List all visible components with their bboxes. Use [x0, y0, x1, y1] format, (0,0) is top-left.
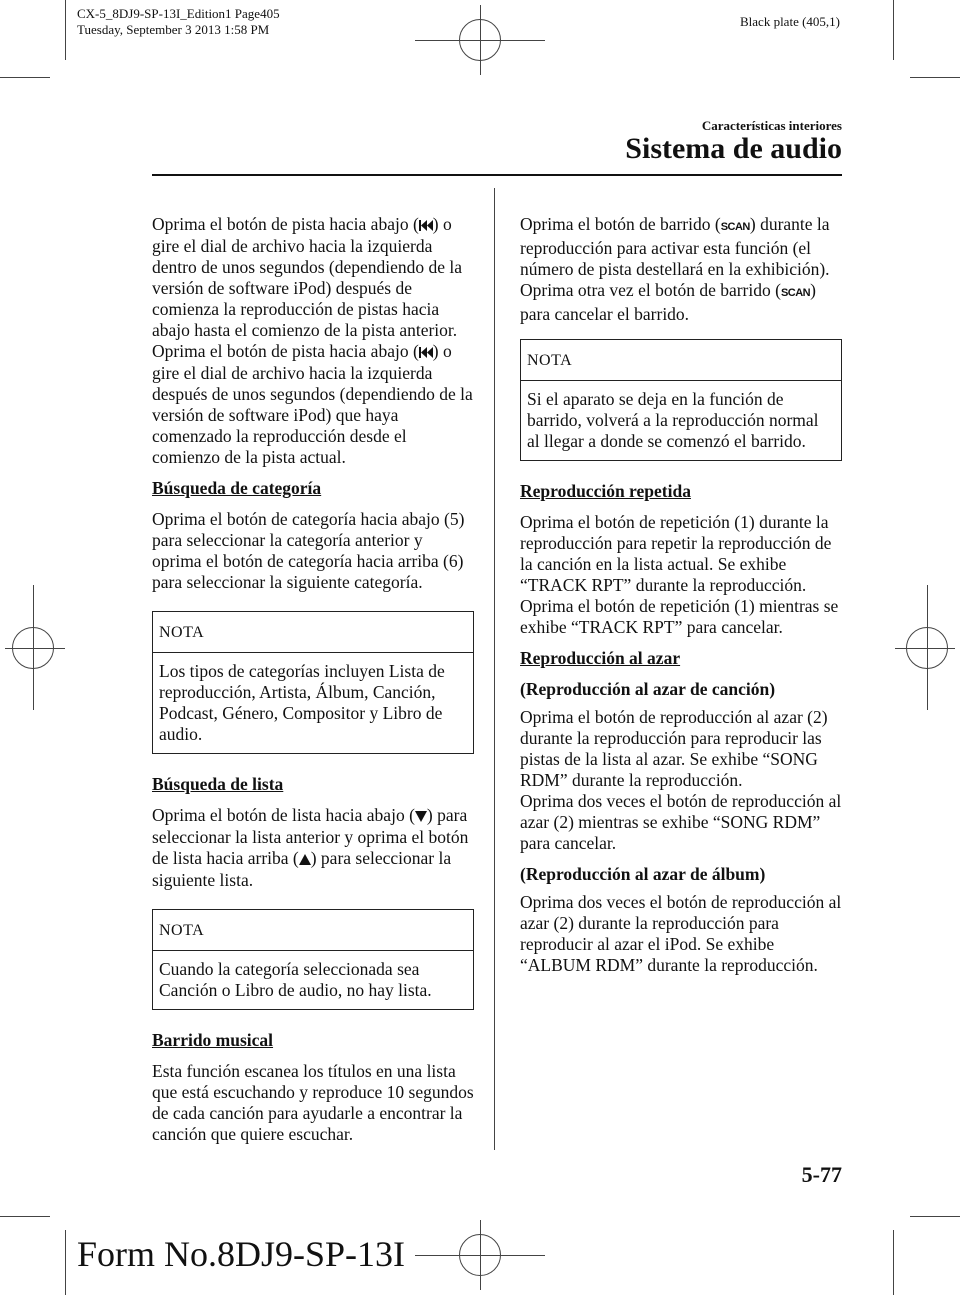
note-box: [152, 909, 474, 1010]
paragraph: Oprima el botón de reproducción al azar (2) durante la reproducción para reproducir las pistas de la lista al azar. Se exhibe “SONG RDM” durante la reproducción.: [520, 707, 828, 790]
note-body: Los tipos de categorías incluyen Lista de reproducción, Artista, Álbum, Canción, Podcast, Género, Compositor y Libro de audio.: [159, 661, 445, 744]
file-line: CX-5_8DJ9-SP-13I_Edition1 Page405: [77, 6, 280, 21]
header-rule: [152, 174, 842, 176]
note-title: NOTA: [153, 910, 473, 951]
paragraph: Oprima el botón de pista hacia abajo ( ) o gire el dial de archivo hacia la izquierda después de unos segundos (dependiendo de la versión de software iPod) que haya comenzado la reproducción desde el comienzo de la pista actual.: [152, 341, 473, 467]
subheading-azar-album: (Reproducción al azar de álbum): [520, 864, 766, 884]
paragraph: Oprima el botón de repetición (1) durante la reproducción para repetir la reproducción de la canción en la lista actual. Se exhibe “TRACK RPT” durante la reproducción.: [520, 512, 832, 595]
form-number: Form No.8DJ9-SP-13I: [77, 1234, 406, 1274]
skip-back-icon: [419, 215, 433, 236]
scan-icon: SCAN: [720, 221, 750, 233]
right-column: [520, 214, 842, 986]
subheading-azar: Reproducción al azar: [520, 648, 681, 668]
note-title: NOTA: [153, 612, 473, 653]
triangle-down-icon: [415, 806, 427, 827]
subheading-barrido: Barrido musical: [152, 1030, 274, 1050]
date-line: Tuesday, September 3 2013 1:58 PM: [77, 22, 270, 37]
note-box: [152, 611, 474, 754]
note-body: Cuando la categoría seleccionada sea Canción o Libro de audio, no hay lista.: [159, 959, 432, 1000]
scan-icon: SCAN: [780, 287, 811, 299]
note-body: Si el aparato se deja en la función de barrido, volverá a la reproducción normal al llegar a donde se comenzó el barrido.: [527, 389, 819, 451]
page-title: Sistema de audio: [625, 132, 842, 165]
subheading-lista: Búsqueda de lista: [152, 774, 284, 794]
paragraph: Oprima el botón de pista hacia abajo ( ) o gire el dial de archivo hacia la izquierda dentro de unos segundos (dependiendo de la versión de software iPod) después de comienza la reproducción de pistas hacia abajo hasta el comienzo de la pista anterior.: [152, 214, 463, 340]
triangle-up-icon: [299, 849, 311, 870]
paragraph: Oprima dos veces el botón de reproducción al azar (2) durante la reproducción para reproducir al azar el iPod. Se exhibe “ALBUM RDM” durante la reproducción.: [520, 892, 842, 975]
paragraph: Esta función escanea los títulos en una lista que está escuchando y reproduce 10 segundos de cada canción para ayudarle a encontrar la canción que quiere escuchar.: [152, 1061, 474, 1144]
column-divider: [494, 188, 495, 1150]
subheading-categoria: Búsqueda de categoría: [152, 478, 322, 498]
paragraph: Oprima dos veces el botón de reproducción al azar (2) mientras se exhibe “SONG RDM” para cancelar.: [520, 791, 842, 853]
paragraph: Oprima el botón de categoría hacia abajo (5) para seleccionar la categoría anterior y oprima el botón de categoría hacia arriba (6) para seleccionar la siguiente categoría.: [152, 509, 465, 592]
section-label: Características interiores: [701, 118, 842, 133]
page-number: 5-77: [801, 1162, 842, 1187]
skip-back-icon: [419, 342, 433, 363]
print-meta: [77, 6, 280, 38]
note-title: NOTA: [521, 340, 841, 381]
plate-label: Black plate (405,1): [740, 14, 840, 29]
subheading-repetida: Reproducción repetida: [520, 481, 691, 501]
note-box: [520, 339, 842, 461]
paragraph: Oprima el botón de lista hacia abajo ( ) para seleccionar la lista anterior y oprima el botón de lista hacia arriba ( ) para seleccionar la siguiente lista.: [152, 805, 469, 890]
subheading-azar-cancion: (Reproducción al azar de canción): [520, 679, 776, 699]
paragraph: Oprima el botón de barrido (SCAN) durante la reproducción para activar esta función (el número de pista destellará en la exhibición). Oprima otra vez el botón de barrido (SCAN) para cancelar el barrido.: [520, 214, 830, 324]
left-column: [152, 214, 474, 1155]
paragraph: Oprima el botón de repetición (1) mientras se exhibe “TRACK RPT” para cancelar.: [520, 596, 839, 637]
